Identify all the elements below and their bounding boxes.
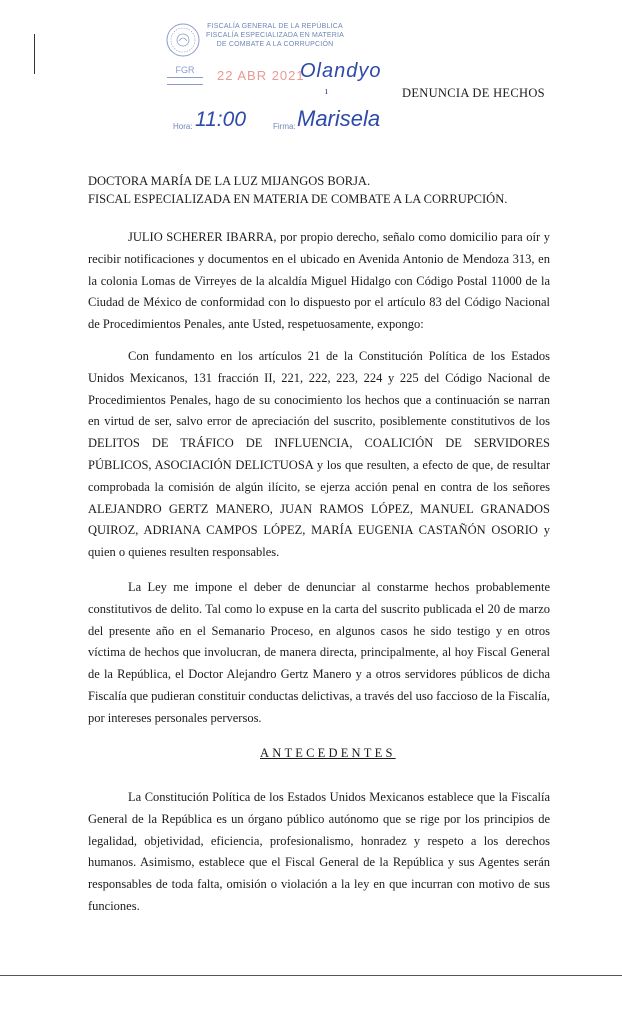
document-title: DENUNCIA DE HECHOS	[402, 86, 545, 100]
handwritten-tick: ı	[325, 86, 328, 97]
paragraph-basis: Con fundamento en los artículos 21 de la Constitución Política de los Estados Unidos Mexicanos, 131 fracción II, 221, 222, 223, 224 y 225 del Código Nacional de Procedimientos Penales, hago de su conocimiento los hechos que a continuación se narran en virtud de ser, salvo error de apreciación del suscrito, posiblemente constitutivos de los DELITOS DE TRÁFICO DE INFLUENCIA, COALICIÓN DE SERVIDORES PÚBLICOS, ASOCIACIÓN DELICTUOSA y los que resulten, a efecto de que, de resultar comprobada la comisión de algún ilícito, se ejerza acción penal en contra de los señores ALEJANDRO GERTZ MANERO, JUAN RAMOS LÓPEZ, MANUEL GRANADOS QUIROZ, ADRIANA CAMPOS LÓPEZ, MARÍA EUGENIA CASTAÑÓN OSORIO y quien o quienes resulten responsables.	[88, 349, 550, 560]
stamp-line: FISCALÍA ESPECIALIZADA EN MATERIA	[206, 32, 344, 39]
hora-label: Hora:	[173, 122, 193, 131]
paragraph-antecedentes: La Constitución Política de los Estados Unidos Mexicanos establece que la Fiscalía General de la República es un órgano público autónomo que se rige por los principios de legalidad, objetividad, eficiencia, profesionalismo, honradez y respeto a los derechos humanos. Asimismo, establece que el Fiscal General de la República y sus Agentes serán responsables de toda falta, omisión o violación a la ley en que incurran con motivo de sus funciones.	[88, 790, 550, 913]
firma-value: Marisela	[297, 106, 381, 131]
addressee	[88, 172, 548, 208]
footer-divider	[0, 975, 622, 976]
fgr-mark	[167, 66, 203, 88]
handwritten-name: Olandyo	[300, 60, 382, 82]
margin-mark	[34, 34, 35, 74]
firma-label: Firma:	[273, 122, 296, 131]
stamp-line: FISCALÍA GENERAL DE LA REPÚBLICA	[207, 23, 343, 30]
paragraph-intro: JULIO SCHERER IBARRA, por propio derecho, señalo como domicilio para oír y recibir notificaciones y documentos en el ubicado en Avenida Antonio de Mendoza 313, en la colonia Lomas de Virreyes de la alcaldía Miguel Hidalgo con Código Postal 11000 de la Ciudad de México de conformidad con lo dispuesto por el artículo 83 del Código Nacional de Procedimientos Penales, ante Usted, respetuosamente, expongo:	[88, 230, 550, 332]
fgr-label: FGR	[175, 65, 195, 75]
reception-stamp	[165, 20, 395, 150]
seal-icon	[165, 22, 201, 58]
addressee-name: DOCTORA MARÍA DE LA LUZ MIJANGOS BORJA.	[88, 174, 371, 188]
paragraph-duty: La Ley me impone el deber de denunciar al constarme hechos probablemente constitutivos de delito. Tal como lo expuse en la carta del suscrito publicada el 20 de marzo del presente año en el Semanario Proceso, en algunos casos he sido testigo y en otros víctima de hechos que involucran, de manera directa, principalmente, al hoy Fiscal General de la República, el Doctor Alejandro Gertz Manero y a otros servidores públicos de dicha Fiscalía que pudieran constituir conductas delictivas, a través del uso faccioso de la Fiscalía, por intereses personales perversos.	[88, 580, 551, 725]
addressee-position: FISCAL ESPECIALIZADA EN MATERIA DE COMBATE A LA CORRUPCIÓN.	[88, 192, 508, 206]
section-title-antecedentes: ANTECEDENTES	[260, 746, 396, 760]
stamp-line: DE COMBATE A LA CORRUPCIÓN	[216, 41, 334, 48]
stamp-date: 22 ABR 2021	[217, 68, 305, 83]
stamp-text	[205, 22, 345, 49]
hora-value: 11:00	[195, 108, 246, 131]
